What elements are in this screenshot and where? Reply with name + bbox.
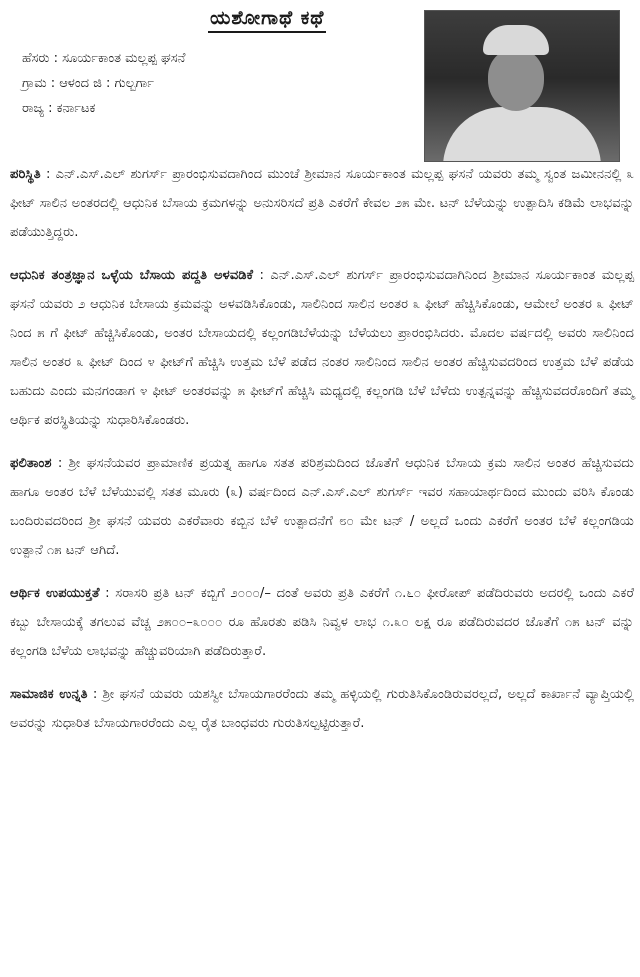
photo-cap-shape [483, 25, 549, 55]
section-economic-benefit [10, 579, 634, 666]
section-body: : ಸರಾಸರಿ ಪ್ರತಿ ಟನ್ ಕಬ್ಬಿಗೆ ೨೦೦೦/– ದಂತೆ ಅವರು ಪ್ರತಿ ಎಕರೆಗೆ ೧.೬೦ ಫೀರೋಪ್ ಪಡೆದಿರುವರು ಅದರಲ್ಲಿ ಒಂದು ಎಕರೆ ಕಬ್ಬು ಬೇಸಾಯಕ್ಕೆ ತಗಲುವ ವೆಚ್ಚ ೨೫೦೦–೩೦೦೦ ರೂ ಹೊರತು ಪಡಿಸಿ ನಿವ್ವಳ ಲಾಭ ೧.೩೦ ಲಕ್ಷ ರೂ ಪಡೆದಿರುವದರ ಜೊತೆಗೆ ೧೫ ಟನ್ ವನ್ನು ಕಲ್ಲಂಗಡಿ ಬೆಳೆಯ ಲಾಭವನ್ನು ಹೆಚ್ಚುವರಿಯಾಗಿ ಪಡೆದಿರುತ್ತಾರೆ. [10, 586, 634, 659]
section-heading: ಪರಿಸ್ಥಿತಿ [10, 167, 41, 182]
name-row: ಹೆಸರು : ಸೂರ್ಯಕಾಂತ ಮಲ್ಲಪ್ಪ ಘಸನೆ [22, 51, 186, 66]
section-situation [10, 160, 634, 247]
farmer-photo [424, 10, 620, 162]
section-heading: ಆರ್ಥಿಕ ಉಪಯುಕ್ತತೆ [10, 586, 100, 601]
section-heading: ಸಾಮಾಜಿಕ ಉನ್ನತಿ [10, 687, 88, 702]
section-result [10, 449, 634, 565]
section-body: : ಎನ್.ಎಸ್.ಎಲ್ ಶುಗರ್ಸ್ ಪ್ರಾರಂಭಿಸುವದಾಗಿನಿಂದ ಶ್ರೀಮಾನ ಸೂರ್ಯಕಾಂತ ಮಲ್ಲಪ್ಪ ಘಸನೆ ಯವರು ೨ ಆಧುನಿಕ ಬೇಸಾಯ ಕ್ರಮವನ್ನು ಅಳವಡಿಸಿಕೊಂಡು, ಸಾಲಿನಿಂದ ಸಾಲಿನ ಅಂತರ ೩ ಫೀಟ್ ಹೆಚ್ಚಿಸಿಕೊಂಡು, ಆಮೇಲೆ ಅಂತರ ೩ ಫೀಟ್ ನಿಂದ ೫ ಗೆ ಫೀಟ್ ಹೆಚ್ಚಿಸಿಕೊಂಡು, ಅಂತರ ಬೇಸಾಯದಲ್ಲಿ ಕಲ್ಲಂಗಡಿಬೆಳೆಯನ್ನು ಬೆಳೆಯಲು ಪ್ರಾರಂಭಿಸಿದರು. ಮೊದಲ ವರ್ಷದಲ್ಲಿ ಅವರು ಸಾಲಿನಿಂದ ಸಾಲಿನ ಅಂತರ ೩ ಫೀಟ್ ದಿಂದ ೪ ಫೀಟ್‌ಗೆ ಹೆಚ್ಚಿಸಿ ಉತ್ತಮ ಬೆಳೆ ಪಡೆದ ನಂತರ ಸಾಲಿನಿಂದ ಸಾಲಿನ ಅಂತರ ಹೆಚ್ಚಿಸುವದರಿಂದ ಉತ್ತಮ ಬೆಳೆ ಪಡೆಯ ಬಹುದು ಎಂದು ಮನಗಂಡಾಗ ೪ ಫೀಟ್ ಅಂತರವನ್ನು ೫ ಫೀಟ್‌ಗೆ ಹೆಚ್ಚಿಸಿ ಮಧ್ಯದಲ್ಲಿ ಕಲ್ಲಂಗಡಿ ಬೆಳೆ ಬೆಳೆದು ಉತ್ಪನ್ನವನ್ನು ಹೆಚ್ಚಿಸುವದರೊಂದಿಗೆ ತಮ್ಮ ಆರ್ಥಿಕ ಪರಸ್ಥಿತಿಯನ್ನು ಸುಧಾರಿಸಿಕೊಂಡರು. [10, 268, 635, 428]
section-body: : ಎನ್.ಎಸ್.ಎಲ್ ಶುಗರ್ಸ್ ಪ್ರಾರಂಭಿಸುವದಾಗಿಂದ ಮುಂಚೆ ಶ್ರೀಮಾನ ಸೂರ್ಯಕಾಂತ ಮಲ್ಲಪ್ಪ ಘಸನೆ ಯವರು ತಮ್ಮ ಸ್ವಂತ ಜಮೀನನಲ್ಲಿ ೩ ಫೀಟ್ ಸಾಲಿನ ಅಂತರದಲ್ಲಿ ಆಧುನಿಕ ಬೆಸಾಯ ಕ್ರಮಗಳನ್ನು ಅನುಸರಿಸದೆ ಪ್ರತಿ ಎಕರೆಗೆ ಕೇವಲ ೨೫ ಮೇ. ಟನ್ ಬೆಳೆಯನ್ನು ಉತ್ಪಾದಿಸಿ ಕಡಿಮೆ ಲಾಭವನ್ನು ಪಡೆಯುತ್ತಿದ್ದರು. [10, 167, 634, 240]
photo-face-shape [488, 49, 544, 111]
story-sections [10, 160, 634, 752]
section-modern-technology [10, 261, 634, 435]
section-body: : ಶ್ರೀ ಘಸನೆಯವರ ಪ್ರಾಮಾಣಿಕ ಪ್ರಯತ್ನ ಹಾಗೂ ಸತತ ಪರಿಶ್ರಮದಿಂದ ಜೊತೆಗೆ ಆಧುನಿಕ ಬೆಸಾಯ ಕ್ರಮ ಸಾಲಿನ ಅಂತರ ಹೆಚ್ಚಿಸುವದು ಹಾಗೂ ಅಂತರ ಬೆಳೆ ಬೆಳೆಯುವಲ್ಲಿ ಸತತ ಮೂರು (೩) ವರ್ಷದಿಂದ ಎನ್.ಎಸ್.ಎಲ್ ಶುಗರ್ಸ್ ಇವರ ಸಹಾಯಾರ್ಥದಿಂದ ಮುಂದು ವರಿಸಿ ಕೊಂಡು ಬಂದಿರುವದರಿಂದ ಶ್ರೀ ಘಸನೆ ಯವರು ಎಕರೆವಾರು ಕಬ್ಬಿನ ಬೆಳೆ ಉತ್ಪಾದನೆಗೆ ೮೦ ಮೇ ಟನ್ / ಅಲ್ಲದೆ ಒಂದು ಎಕರೆಗೆ ಅಂತರ ಬೆಳೆ ಕಲ್ಲಂಗಡಿಯ ಉತ್ಪಾನೆ ೧೫ ಟನ್ ಆಗಿದೆ. [10, 456, 634, 558]
state-row: ರಾಜ್ಯ : ಕರ್ನಾಟಕ [22, 101, 96, 116]
photo-shirt-shape [443, 107, 601, 162]
village-row: ಗ್ರಾಮ : ಆಳಂದ ಜಿ : ಗುಲ್ಬರ್ಗಾ [22, 76, 154, 91]
document-title: ಯಶೋಗಾಥೆ ಕಥೆ [208, 6, 326, 33]
section-social-progress [10, 680, 634, 738]
farmer-info [22, 46, 402, 121]
section-heading: ಫಲಿತಾಂಶ [10, 456, 52, 471]
section-body: : ಶ್ರೀ ಘಸನೆ ಯವರು ಯಶಸ್ವೀ ಬೆಸಾಯಗಾರರೆಂದು ತಮ್ಮ ಹಳ್ಳಿಯಲ್ಲಿ ಗುರುತಿಸಿಕೊಂಡಿರುವರಲ್ಲದೆ, ಅಲ್ಲದೆ ಕಾರ್ಖಾನೆ ವ್ಯಾಪ್ತಿಯಲ್ಲಿ ಅವರನ್ನು ಸುಧಾರಿತ ಬೆಸಾಯಗಾರರೆಂದು ಎಲ್ಲ ರೈತ ಬಾಂಧವರು ಗುರುತಿಸಲ್ಪಟ್ಟಿರುತ್ತಾರೆ. [10, 687, 634, 731]
section-heading: ಆಧುನಿಕ ತಂತ್ರಜ್ಞಾನ ಒಳ್ಳೆಯ ಬೆಸಾಯ ಪದ್ದತಿ ಅಳವಡಿಕೆ [10, 268, 254, 283]
